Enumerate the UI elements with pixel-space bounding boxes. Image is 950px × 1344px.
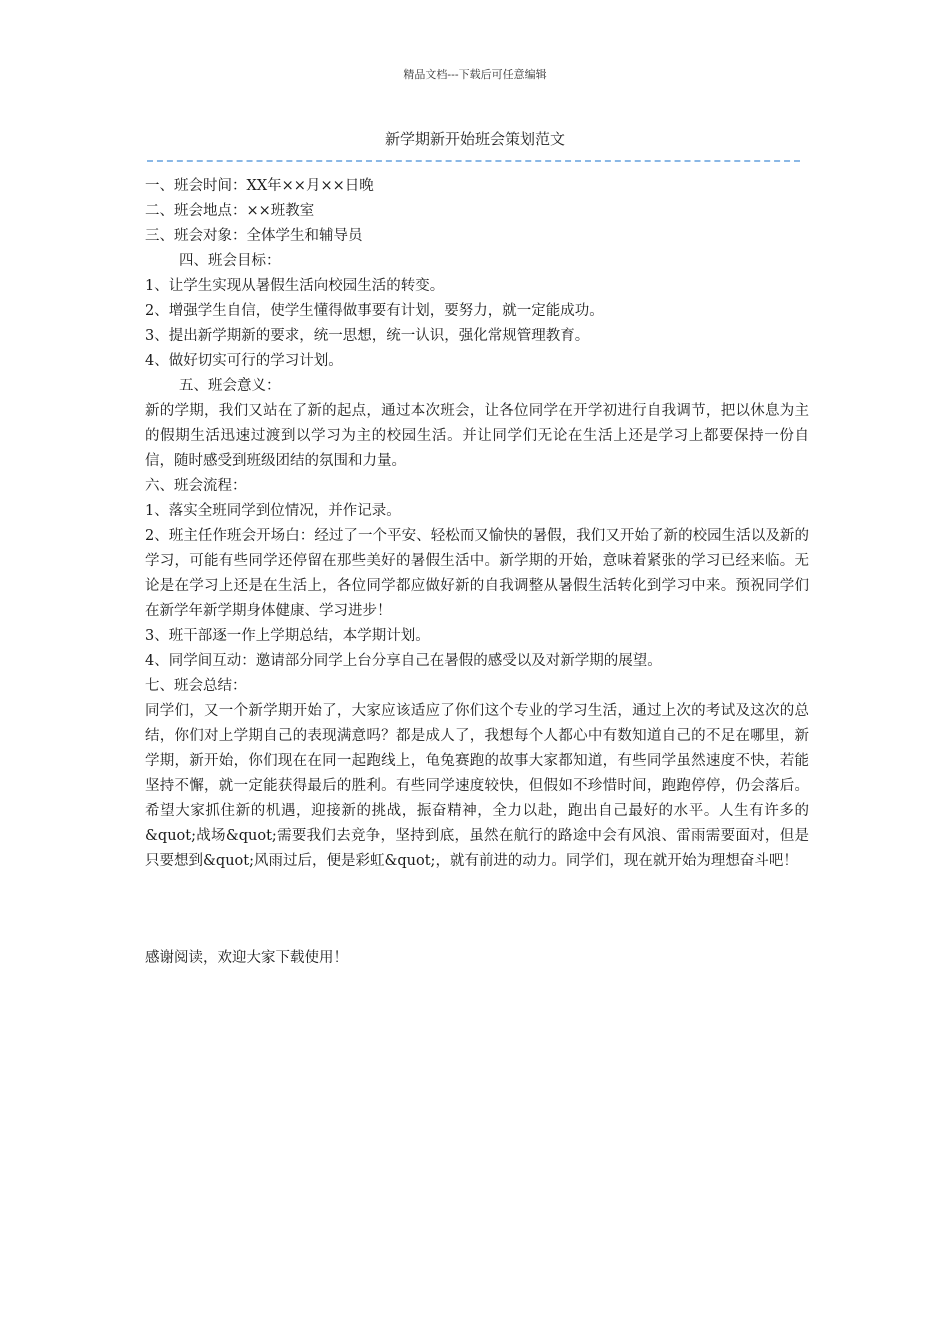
goal-item: 2、增强学生自信，使学生懂得做事要有计划，要努力，就一定能成功。: [145, 303, 604, 319]
closing-note: 感谢阅读，欢迎大家下载使用！: [145, 950, 348, 966]
meaning-heading: 五、班会意义：: [179, 378, 281, 394]
title-divider: [147, 160, 800, 162]
process-item: 2、班主任作班会开场白：经过了一个平安、轻松而又愉快的暑假，我们又开始了新的校园生活以及新的学习，可能有些同学还停留在那些美好的暑假生活中。新学期的开始，意味着紧张的学习已经来临。无论是在学习上还是在生活上，各位同学都应做好新的自我调整从暑假生活转化到学习中来。预祝同学们在新学年新学期身体健康、学习进步！: [145, 528, 809, 619]
goal-item: 4、做好切实可行的学习计划。: [145, 353, 343, 369]
meeting-place: 二、班会地点：××班教室: [145, 203, 315, 219]
goal-item: 1、让学生实现从暑假生活向校园生活的转变。: [145, 278, 445, 294]
document-title: 新学期新开始班会策划范文: [384, 130, 565, 148]
summary-heading: 七、班会总结：: [145, 678, 247, 694]
process-item: 4、同学间互动：邀请部分同学上台分享自己在暑假的感受以及对新学期的展望。: [145, 653, 662, 669]
document-body: [145, 174, 809, 874]
header-note: 精品文档---下载后可任意编辑: [403, 68, 547, 81]
meeting-audience: 三、班会对象：全体学生和辅导员: [145, 228, 363, 244]
process-item: 3、班干部逐一作上学期总结，本学期计划。: [145, 628, 430, 644]
process-item: 1、落实全班同学到位情况，并作记录。: [145, 503, 401, 519]
meaning-paragraph: 新的学期，我们又站在了新的起点，通过本次班会，让各位同学在开学初进行自我调节，把以休息为主的假期生活迅速过渡到以学习为主的校园生活。并让同学们无论在生活上还是学习上都要保持一份自信，随时感受到班级团结的氛围和力量。: [145, 403, 809, 469]
summary-paragraph: 同学们，又一个新学期开始了，大家应该适应了你们这个专业的学习生活，通过上次的考试及这次的总结，你们对上学期自己的表现满意吗？都是成人了，我想每个人都心中有数知道自己的不足在哪里，新学期，新开始，你们现在在同一起跑线上，龟兔赛跑的故事大家都知道，有些同学虽然速度不快，若能坚持不懈，就一定能获得最后的胜利。有些同学速度较快，但假如不珍惜时间，跑跑停停，仍会落后。希望大家抓住新的机遇，迎接新的挑战，振奋精神，全力以赴，跑出自己最好的水平。人生有许多的&quot;战场&quot;需要我们去竞争，坚持到底，虽然在航行的路途中会有风浪、雷雨需要面对，但是只要想到&quot;风雨过后，便是彩虹&quot;，就有前进的动力。同学们，现在就开始为理想奋斗吧！: [145, 703, 809, 869]
meeting-time: 一、班会时间：XX年××月××日晚: [145, 178, 374, 194]
goal-item: 3、提出新学期新的要求，统一思想，统一认识，强化常规管理教育。: [145, 328, 590, 344]
process-heading: 六、班会流程：: [145, 478, 247, 494]
goals-heading: 四、班会目标：: [179, 253, 281, 269]
